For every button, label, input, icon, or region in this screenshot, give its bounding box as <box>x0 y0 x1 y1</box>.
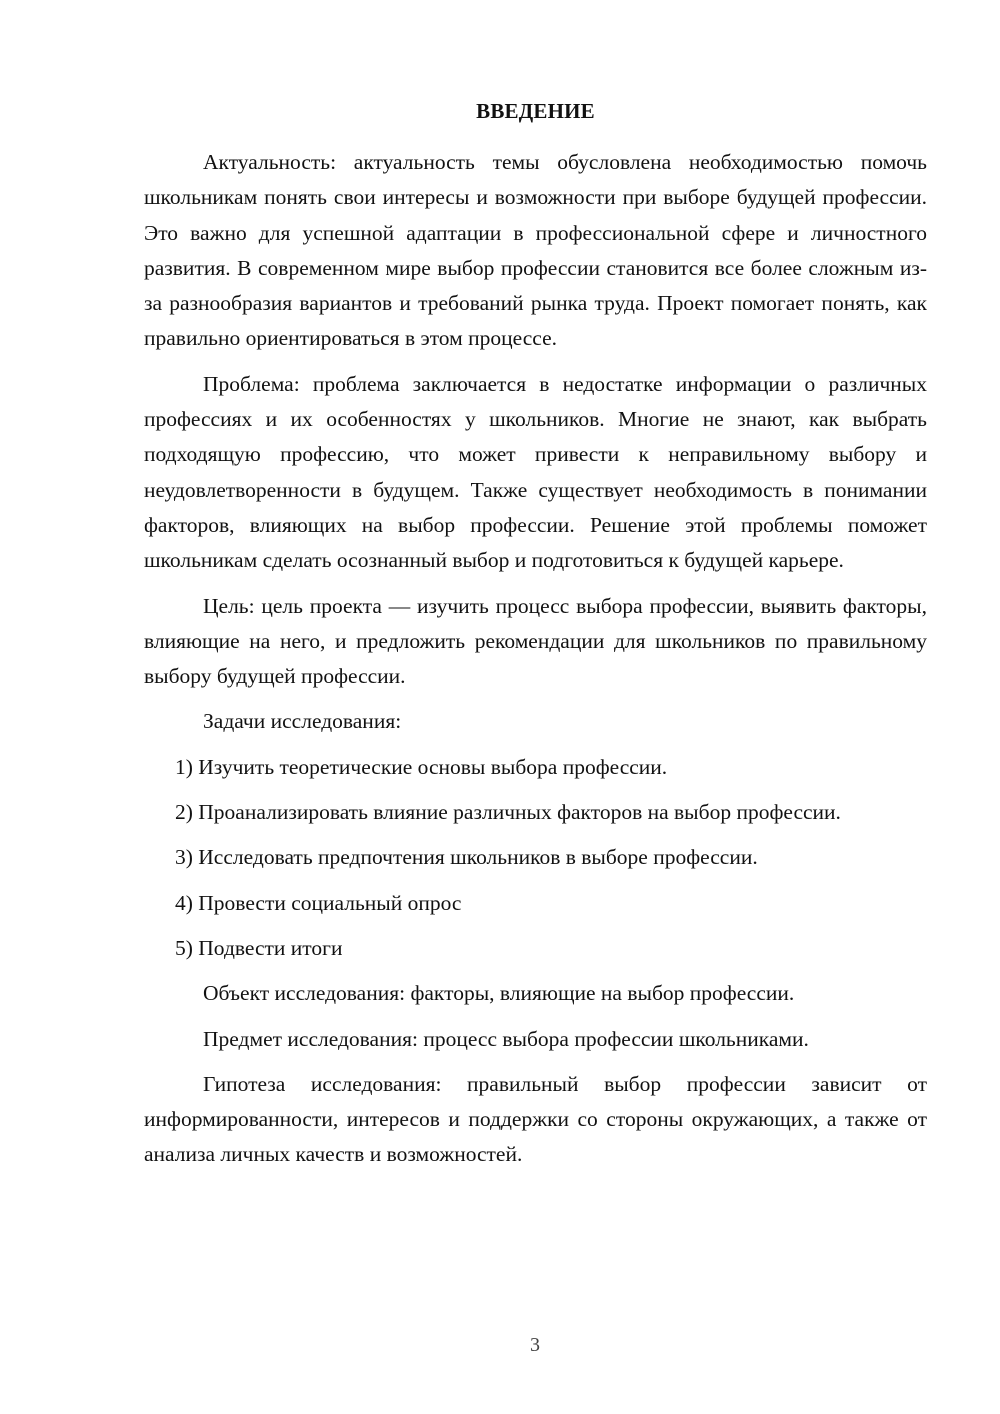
paragraph-object: Объект исследования: факторы, влияющие на выбор профессии. <box>203 981 795 1006</box>
task-item-3: 3) Исследовать предпочтения школьников в выборе профессии. <box>175 845 758 870</box>
task-item-4: 4) Провести социальный опрос <box>175 890 462 915</box>
paragraph-problem: Проблема: проблема заключается в недостатке информации о различных профессиях и их особенностях у школьников. Многие не знают, как выбрать подходящую профессию, что может привести к неправильному выбору и неудовлетворенности в будущем. Также существует необходимость в понимании факторов, влияющих на выбор профессии. Решение этой проблемы поможет школьникам сделать осознанный выбор и подготовиться к будущей карьере. <box>144 371 927 573</box>
document-page <box>144 96 927 1173</box>
paragraph-relevance: Актуальность: актуальность темы обусловлена необходимостью помочь школьникам понять свои интересы и возможности при выборе будущей профессии. Это важно для успешной адаптации в профессиональной сфере и личностного развития. В современном мире выбор профессии становится все более сложным из-за разнообразия вариантов и требований рынка труда. Проект помогает понять, как правильно ориентироваться в этом процессе. <box>144 150 927 351</box>
task-item-5: 5) Подвести итоги <box>175 935 343 960</box>
paragraph-hypothesis: Гипотеза исследования: правильный выбор профессии зависит от информированности, интересов и поддержки со стороны окружающих, а также от анализа личных качеств и возможностей. <box>144 1071 927 1167</box>
paragraph-tasks-heading: Задачи исследования: <box>203 709 402 734</box>
paragraph-goal: Цель: цель проекта — изучить процесс выбора профессии, выявить факторы, влияющие на него, и предложить рекомендации для школьников по правильному выбору будущей профессии. <box>144 593 927 689</box>
section-title: ВВЕДЕНИЕ <box>476 99 595 123</box>
task-item-1: 1) Изучить теоретические основы выбора профессии. <box>175 754 668 779</box>
page-number: 3 <box>530 1334 540 1356</box>
paragraph-subject: Предмет исследования: процесс выбора профессии школьниками. <box>203 1026 809 1051</box>
task-item-2: 2) Проанализировать влияние различных факторов на выбор профессии. <box>175 800 841 825</box>
